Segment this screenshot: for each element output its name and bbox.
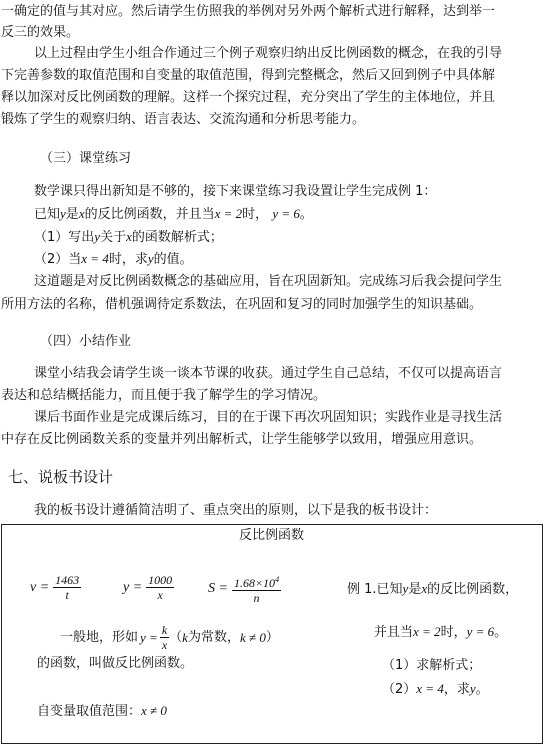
math-var: y: [94, 229, 101, 244]
math-var: y: [469, 681, 476, 696]
text: （1）写出: [34, 230, 95, 245]
text: ）: [265, 629, 279, 645]
paragraph-line: 数学课只得出新知是不够的，接下来课堂练习我设置让学生完成例 1：: [34, 184, 437, 199]
text: 关于: [100, 230, 127, 245]
formula-y: [123, 573, 174, 602]
question-line: [34, 251, 193, 268]
text: 。: [475, 682, 489, 697]
fraction: [53, 573, 81, 602]
text: 是: [408, 582, 422, 597]
denominator: t: [65, 588, 69, 602]
paragraph-line: 反三的效果。: [1, 25, 80, 40]
text: 时，求: [108, 252, 148, 267]
text: 的反比例函数，: [427, 582, 519, 597]
text: 时，: [440, 625, 467, 640]
formula-v: [30, 573, 81, 602]
board-example: [347, 581, 518, 598]
math-expr: y = 6: [272, 206, 300, 221]
formula-lhs: v =: [30, 579, 50, 595]
text: 。: [494, 625, 508, 640]
text: （: [169, 629, 183, 645]
math-var: x: [78, 206, 85, 221]
board-definition-tail: 的函数，叫做反比例函数。: [37, 656, 194, 671]
math-var: x: [126, 229, 132, 244]
math-expr: y =: [140, 629, 158, 645]
formula-lhs: S =: [208, 581, 228, 596]
denominator: n: [253, 591, 260, 605]
board-title: 反比例函数: [239, 528, 305, 543]
section-heading-board-design: 七、说板书设计: [8, 468, 114, 486]
board-question-2: [382, 681, 489, 698]
board-domain: [37, 703, 167, 720]
paragraph-line: 这道题是对反比例函数概念的基础应用，旨在巩固新知。完成练习后我会提问学生: [34, 274, 503, 289]
text: 时，: [242, 207, 269, 222]
text: 一般地，形如: [60, 629, 139, 645]
paragraph-line: 一确定的值与其对应。然后请学生仿照我的举例对另外两个解析式进行解释，达到举一: [1, 4, 496, 19]
text: （2）: [382, 682, 417, 697]
blackboard-design-box: [1, 524, 543, 744]
text: 。: [299, 207, 313, 222]
board-definition: [60, 623, 279, 652]
text: 的函数解析式；: [131, 230, 223, 245]
paragraph-line: 以上过程由学生小组合作通过三个例子观察归纳出反比例函数的概念，在我的引导: [34, 46, 503, 61]
text: ，求: [443, 682, 470, 697]
paragraph-line: 中存在反比例函数关系的变量并列出解析式，让学生能够学以致用，增强应用意识。: [1, 432, 483, 447]
math-var: k: [182, 629, 188, 645]
paragraph-line: 释以加深对反比例函数的理解。这样一个探究过程，充分突出了学生的主体地位，并且: [1, 90, 496, 105]
text: （2）当: [34, 252, 82, 267]
math-expr: k ≠ 0: [239, 629, 266, 645]
paragraph-line: 下完善参数的取值范围和自变量的取值范围，得到完整概念，然后又回到例子中具体解: [1, 68, 496, 83]
math-expr: x = 2: [214, 206, 243, 221]
text: 的值。: [153, 252, 193, 267]
numerator: k: [161, 623, 168, 637]
math-expr: x = 4: [81, 251, 109, 266]
text: 例 1.已知: [347, 582, 403, 597]
numerator: [232, 573, 281, 591]
example-line: [34, 206, 313, 223]
paragraph-line: 我的板书设计遵循简洁明了、重点突出的原则，以下是我的板书设计：: [34, 503, 438, 518]
numerator: 1463: [55, 573, 80, 587]
coefficient: 1.68×10: [233, 576, 276, 590]
text: 已知: [34, 207, 61, 222]
denominator: x: [161, 638, 168, 652]
question-line: [34, 229, 223, 246]
fraction: [232, 573, 281, 605]
math-var: y: [402, 581, 409, 596]
fraction: [160, 623, 169, 652]
math-expr: y = 6: [466, 624, 495, 639]
text: 的反比例函数，并且当: [84, 207, 215, 222]
denominator: x: [157, 588, 163, 602]
section-heading-summary: （四）小结作业: [40, 334, 132, 349]
formula-lhs: y =: [123, 579, 143, 595]
math-expr: x = 4: [416, 681, 444, 696]
paragraph-line: 表达和总结概括能力，而且便于我了解学生的学习情况。: [1, 388, 327, 403]
paragraph-line: 课堂小结我会请学生谈一谈本节课的收获。通过学生自己总结，不仅可以提高语言: [34, 366, 503, 381]
fraction: [146, 573, 174, 602]
math-var: x: [421, 581, 428, 596]
board-question-1: （1）求解析式；: [382, 658, 482, 673]
section-heading-practice: （三）课堂练习: [40, 151, 132, 166]
exponent: 4: [275, 575, 280, 584]
math-var: y: [60, 206, 66, 221]
numerator: 1000: [148, 573, 173, 587]
math-var: y: [147, 251, 154, 266]
text: 是: [65, 207, 79, 222]
text: 自变量取值范围：: [37, 704, 142, 719]
paragraph-line: 课后书面作业是完成课后练习，目的在于课下再次巩固知识；实践作业是寻找生活: [34, 410, 503, 425]
text: 并且当: [374, 625, 414, 640]
math-expr: x ≠ 0: [141, 703, 167, 718]
paragraph-line: 锻炼了学生的观察归纳、语言表达、交流沟通和分析思考能力。: [1, 112, 366, 127]
math-expr: x = 2: [413, 624, 441, 639]
text: 为常数，: [187, 629, 240, 645]
formula-s: [208, 573, 281, 605]
paragraph-line: 所用方法的名称，借机强调待定系数法，在巩固和复习的同时加强学生的知识基础。: [1, 297, 483, 312]
board-condition: [374, 624, 507, 641]
